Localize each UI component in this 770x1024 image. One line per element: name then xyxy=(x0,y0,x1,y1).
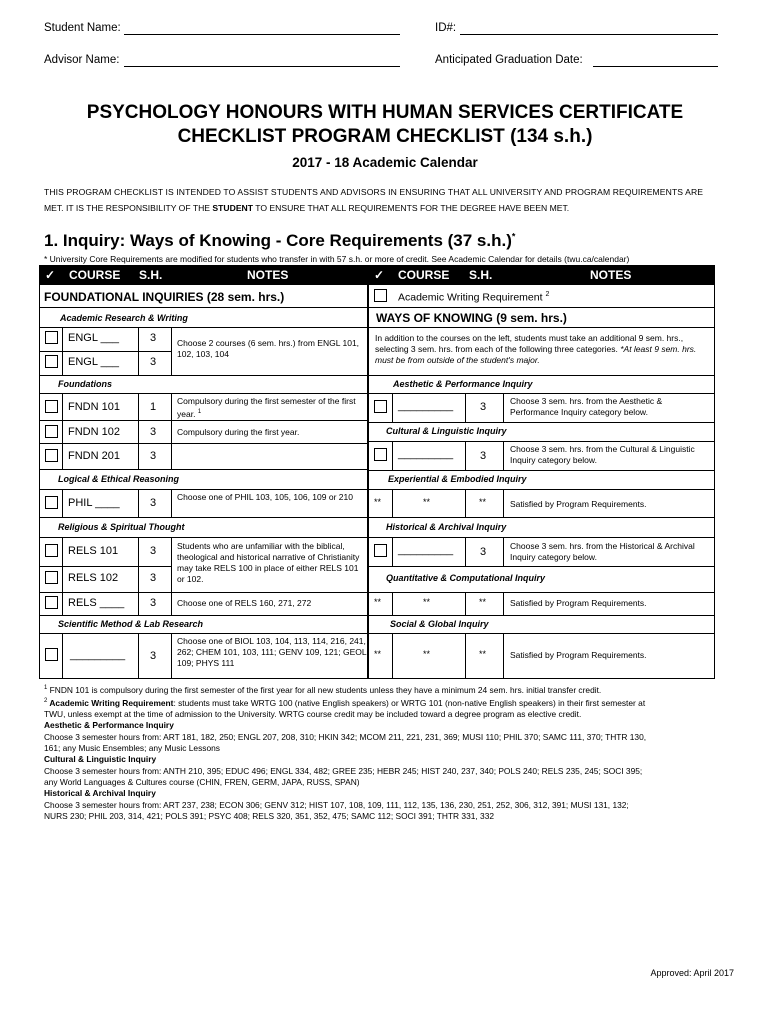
header-sh: S.H. xyxy=(139,268,163,282)
intro-student: STUDENT xyxy=(212,203,254,213)
engl-checkbox-1[interactable] xyxy=(45,331,58,344)
footer-historical-text2: NURS 230; PHIL 203, 314, 421; POLS 391; PSYC 408; RELS 320, 351, 352, 475; SAMC 112; SOCI 391; THTR 331, 332 xyxy=(44,810,495,821)
footnote-2-bold: Academic Writing Requirement xyxy=(47,697,174,708)
aesthetic-note: Choose 3 sem. hrs. from the Aesthetic & Performance Inquiry category below. xyxy=(510,396,663,417)
fndn101-note-text: Compulsory during the first semester of the first year. xyxy=(177,396,356,419)
fndn101-checkbox[interactable] xyxy=(45,400,58,413)
grad-date-label: Anticipated Graduation Date: xyxy=(435,54,583,66)
quantitative-sh: ** xyxy=(479,597,487,607)
rels101-course: RELS 101 xyxy=(68,545,119,557)
aesthetic-sh: 3 xyxy=(480,401,487,413)
footer-cultural-text: Choose 3 semester hours from: ANTH 210, 395; EDUC 496; ENGL 334, 482; GREE 235; HEBR 245; HIST 240, 237, 340; POLS 240; RELS 235, 245; SOCI 395; xyxy=(44,765,643,776)
science-note: Choose one of BIOL 103, 104, 113, 114, 216, 241, 262; CHEM 101, 103, 111; GENV 109, 121; GEOL 109; PHYS 111 xyxy=(177,636,367,668)
foundations-heading: Foundations xyxy=(58,379,112,389)
rels-elective-course[interactable]: RELS ____ xyxy=(68,597,125,609)
historical-course[interactable]: _________ xyxy=(398,544,454,556)
cultural-note: Choose 3 sem. hrs. from the Cultural & Linguistic Inquiry category below. xyxy=(510,444,695,465)
logical-heading: Logical & Ethical Reasoning xyxy=(58,474,180,484)
engl-sh-2: 3 xyxy=(150,356,157,368)
fndn102-course: FNDN 102 xyxy=(68,426,120,438)
rels101-checkbox[interactable] xyxy=(45,544,58,557)
ways-note-text: In addition to the courses on the left, students must take an additional 9 sem. hrs., selecting 3 sem. hrs. from each of the following three categories. xyxy=(375,333,684,354)
social-heading: Social & Global Inquiry xyxy=(390,619,489,629)
phil-note: Choose one of PHIL 103, 105, 106, 109 or 210 xyxy=(177,492,353,502)
header-check: ✓ xyxy=(45,268,56,282)
cultural-course[interactable]: _________ xyxy=(398,448,454,460)
social-check: ** xyxy=(374,649,382,659)
fndn102-note: Compulsory during the first year. xyxy=(177,427,300,437)
intro-line2 xyxy=(44,203,569,213)
experiential-note: Satisfied by Program Requirements. xyxy=(510,499,647,509)
header-notes: NOTES xyxy=(247,268,289,282)
footnote-2-cont: TWU, unless exempt at the time of admission to the University. WRTG course credit may be included toward a degree program as elective credit. xyxy=(44,709,582,720)
section-heading xyxy=(44,231,515,251)
footer-cultural-heading: Cultural & Linguistic Inquiry xyxy=(44,754,157,765)
footer-aesthetic-text: Choose 3 semester hours from: ART 181, 182, 250; ENGL 207, 208, 310; HKIN 342; MCOM 211, 221, 231, 369; MUSI 110; PHIL 370; SAMC 111, 370; THTR 130, xyxy=(44,731,647,742)
header-check: ✓ xyxy=(374,268,385,282)
ways-note-italic: *At least 9 sem. hrs. must be from outside of the student's major. xyxy=(375,344,697,365)
social-note: Satisfied by Program Requirements. xyxy=(510,650,647,660)
rels101-sh: 3 xyxy=(150,545,157,557)
quantitative-note: Satisfied by Program Requirements. xyxy=(510,598,647,608)
aesthetic-course[interactable]: _________ xyxy=(398,400,454,412)
id-field[interactable] xyxy=(460,34,718,35)
intro-text: MET. IT IS THE RESPONSIBILITY OF THE xyxy=(44,203,213,213)
footer-historical-text: Choose 3 semester hours from: ART 237, 238; ECON 306; GENV 312; HIST 107, 108, 109, 111, 112, 135, 136, 230, 251, 252, 306, 312, 391; MUSI 131, 132; xyxy=(44,799,629,810)
science-checkbox[interactable] xyxy=(45,648,58,661)
quantitative-course: ** xyxy=(423,597,431,607)
engl-course-1[interactable]: ENGL ___ xyxy=(68,332,119,344)
fndn101-course: FNDN 101 xyxy=(68,401,120,413)
footer-aesthetic-heading: Aesthetic & Performance Inquiry xyxy=(44,720,174,731)
footnotes xyxy=(44,683,734,822)
quantitative-heading: Quantitative & Computational Inquiry xyxy=(386,573,546,583)
header-notes: NOTES xyxy=(590,268,632,282)
footnote-1-text: FNDN 101 is compulsory during the first semester of the first year for all new students unless they have a minimum 24 sem. hrs. initial transfer credit. xyxy=(47,684,602,695)
fndn102-checkbox[interactable] xyxy=(45,425,58,438)
approved-date: Approved: April 2017 xyxy=(650,968,734,978)
social-sh: ** xyxy=(479,649,487,659)
footnote-2 xyxy=(44,696,734,709)
religious-heading: Religious & Spiritual Thought xyxy=(58,522,185,532)
cultural-heading: Cultural & Linguistic Inquiry xyxy=(386,426,507,436)
experiential-sh: ** xyxy=(479,497,487,507)
footnote-1 xyxy=(44,683,734,696)
footer-cultural-text2: any World Languages & Cultures course (CHIN, FREN, GERM, JAPA, RUSS, SPAN) xyxy=(44,776,360,787)
table-header-right xyxy=(368,265,715,285)
engl-checkbox-2[interactable] xyxy=(45,355,58,368)
rels-note: Students who are unfamiliar with the biblical, theological and historical narrative of Christianity may take RELS 100 in place of either RELS 101 or 102. xyxy=(177,541,360,584)
section-footnote: * University Core Requirements are modified for students who transfer in with 57 s.h. or more of credit. See Academic Calendar for details (twu.ca/calendar) xyxy=(44,254,630,264)
footer-aesthetic-text2: 161; any Music Ensembles; any Music Lessons xyxy=(44,743,220,754)
fndn101-sh: 1 xyxy=(150,401,157,413)
experiential-course: ** xyxy=(423,497,431,507)
footer-historical-heading: Historical & Archival Inquiry xyxy=(44,788,156,799)
scientific-heading: Scientific Method & Lab Research xyxy=(58,619,204,629)
intro-text-end: TO ENSURE THAT ALL REQUIREMENTS FOR THE DEGREE HAVE BEEN MET. xyxy=(253,203,570,213)
engl-sh-1: 3 xyxy=(150,332,157,344)
foundational-heading: FOUNDATIONAL INQUIRIES (28 sem. hrs.) xyxy=(44,290,285,304)
rels-elective-note: Choose one of RELS 160, 271, 272 xyxy=(177,598,312,608)
advisor-name-field[interactable] xyxy=(124,66,400,67)
fndn101-note-sup: 1 xyxy=(197,409,202,415)
table-header-left xyxy=(39,265,368,285)
aesthetic-heading: Aesthetic & Performance Inquiry xyxy=(393,379,533,389)
awr-checkbox[interactable] xyxy=(374,289,387,302)
experiential-heading: Experiential & Embodied Inquiry xyxy=(388,474,527,484)
rels-elective-checkbox[interactable] xyxy=(45,596,58,609)
social-course: ** xyxy=(423,649,431,659)
quantitative-check: ** xyxy=(374,597,382,607)
student-name-label: Student Name: xyxy=(44,22,121,34)
historical-heading: Historical & Archival Inquiry xyxy=(386,522,507,532)
fndn101-note xyxy=(177,396,365,420)
experiential-check: ** xyxy=(374,497,382,507)
section-heading-star: * xyxy=(511,231,516,242)
rels102-sh: 3 xyxy=(150,572,157,584)
footnote-1-sup: 1 xyxy=(44,685,48,691)
section-heading-text: 1. Inquiry: Ways of Knowing - Core Requirements (37 s.h.) xyxy=(44,231,512,250)
fndn201-course: FNDN 201 xyxy=(68,450,120,462)
rels-elective-sh: 3 xyxy=(150,597,157,609)
awr-label xyxy=(398,291,549,304)
phil-sh: 3 xyxy=(150,497,157,509)
science-course[interactable]: _________ xyxy=(70,649,126,661)
page-title-line2: CHECKLIST PROGRAM CHECKLIST (134 s.h.) xyxy=(177,126,593,147)
cultural-sh: 3 xyxy=(480,450,487,462)
phil-checkbox[interactable] xyxy=(45,496,58,509)
page-subtitle: 2017 - 18 Academic Calendar xyxy=(292,155,478,170)
fndn201-sh: 3 xyxy=(150,450,157,462)
intro-line1: THIS PROGRAM CHECKLIST IS INTENDED TO ASSIST STUDENTS AND ADVISORS IN ENSURING THAT ALL UNIVERSITY AND PROGRAM REQUIREMENTS ARE xyxy=(44,187,704,197)
historical-sh: 3 xyxy=(480,546,487,558)
grad-date-field[interactable] xyxy=(593,66,718,67)
header-sh: S.H. xyxy=(469,268,493,282)
historical-checkbox[interactable] xyxy=(374,544,387,557)
fndn201-checkbox[interactable] xyxy=(45,449,58,462)
rels102-checkbox[interactable] xyxy=(45,571,58,584)
header-course: COURSE xyxy=(69,268,121,282)
ways-heading: WAYS OF KNOWING (9 sem. hrs.) xyxy=(376,311,567,325)
id-label: ID#: xyxy=(435,22,457,34)
footnote-2-text: : students must take WRTG 100 (native English speakers) or WRTG 101 (non-native English speakers) in their first semester at xyxy=(173,697,646,708)
engl-course-2[interactable]: ENGL ___ xyxy=(68,356,119,368)
footnote-2-sup: 2 xyxy=(44,698,48,705)
page-title: PSYCHOLOGY HONOURS WITH HUMAN SERVICES CERTIFICATE xyxy=(86,102,684,123)
fndn102-sh: 3 xyxy=(150,426,157,438)
awr-text: Academic Writing Requirement xyxy=(398,291,543,304)
rels102-course: RELS 102 xyxy=(68,572,119,584)
aesthetic-checkbox[interactable] xyxy=(374,400,387,413)
phil-course[interactable]: PHIL ____ xyxy=(68,497,120,509)
awr-sup: 2 xyxy=(545,291,550,298)
cultural-checkbox[interactable] xyxy=(374,448,387,461)
ways-note xyxy=(375,333,711,366)
engl-note: Choose 2 courses (6 sem. hrs.) from ENGL 101, 102, 103, 104 xyxy=(177,338,360,359)
academic-research-heading: Academic Research & Writing xyxy=(60,313,188,323)
header-course: COURSE xyxy=(398,268,450,282)
advisor-name-label: Advisor Name: xyxy=(44,54,120,66)
science-sh: 3 xyxy=(150,650,157,662)
historical-note: Choose 3 sem. hrs. from the Historical & Archival Inquiry category below. xyxy=(510,541,695,562)
student-name-field[interactable] xyxy=(124,34,400,35)
